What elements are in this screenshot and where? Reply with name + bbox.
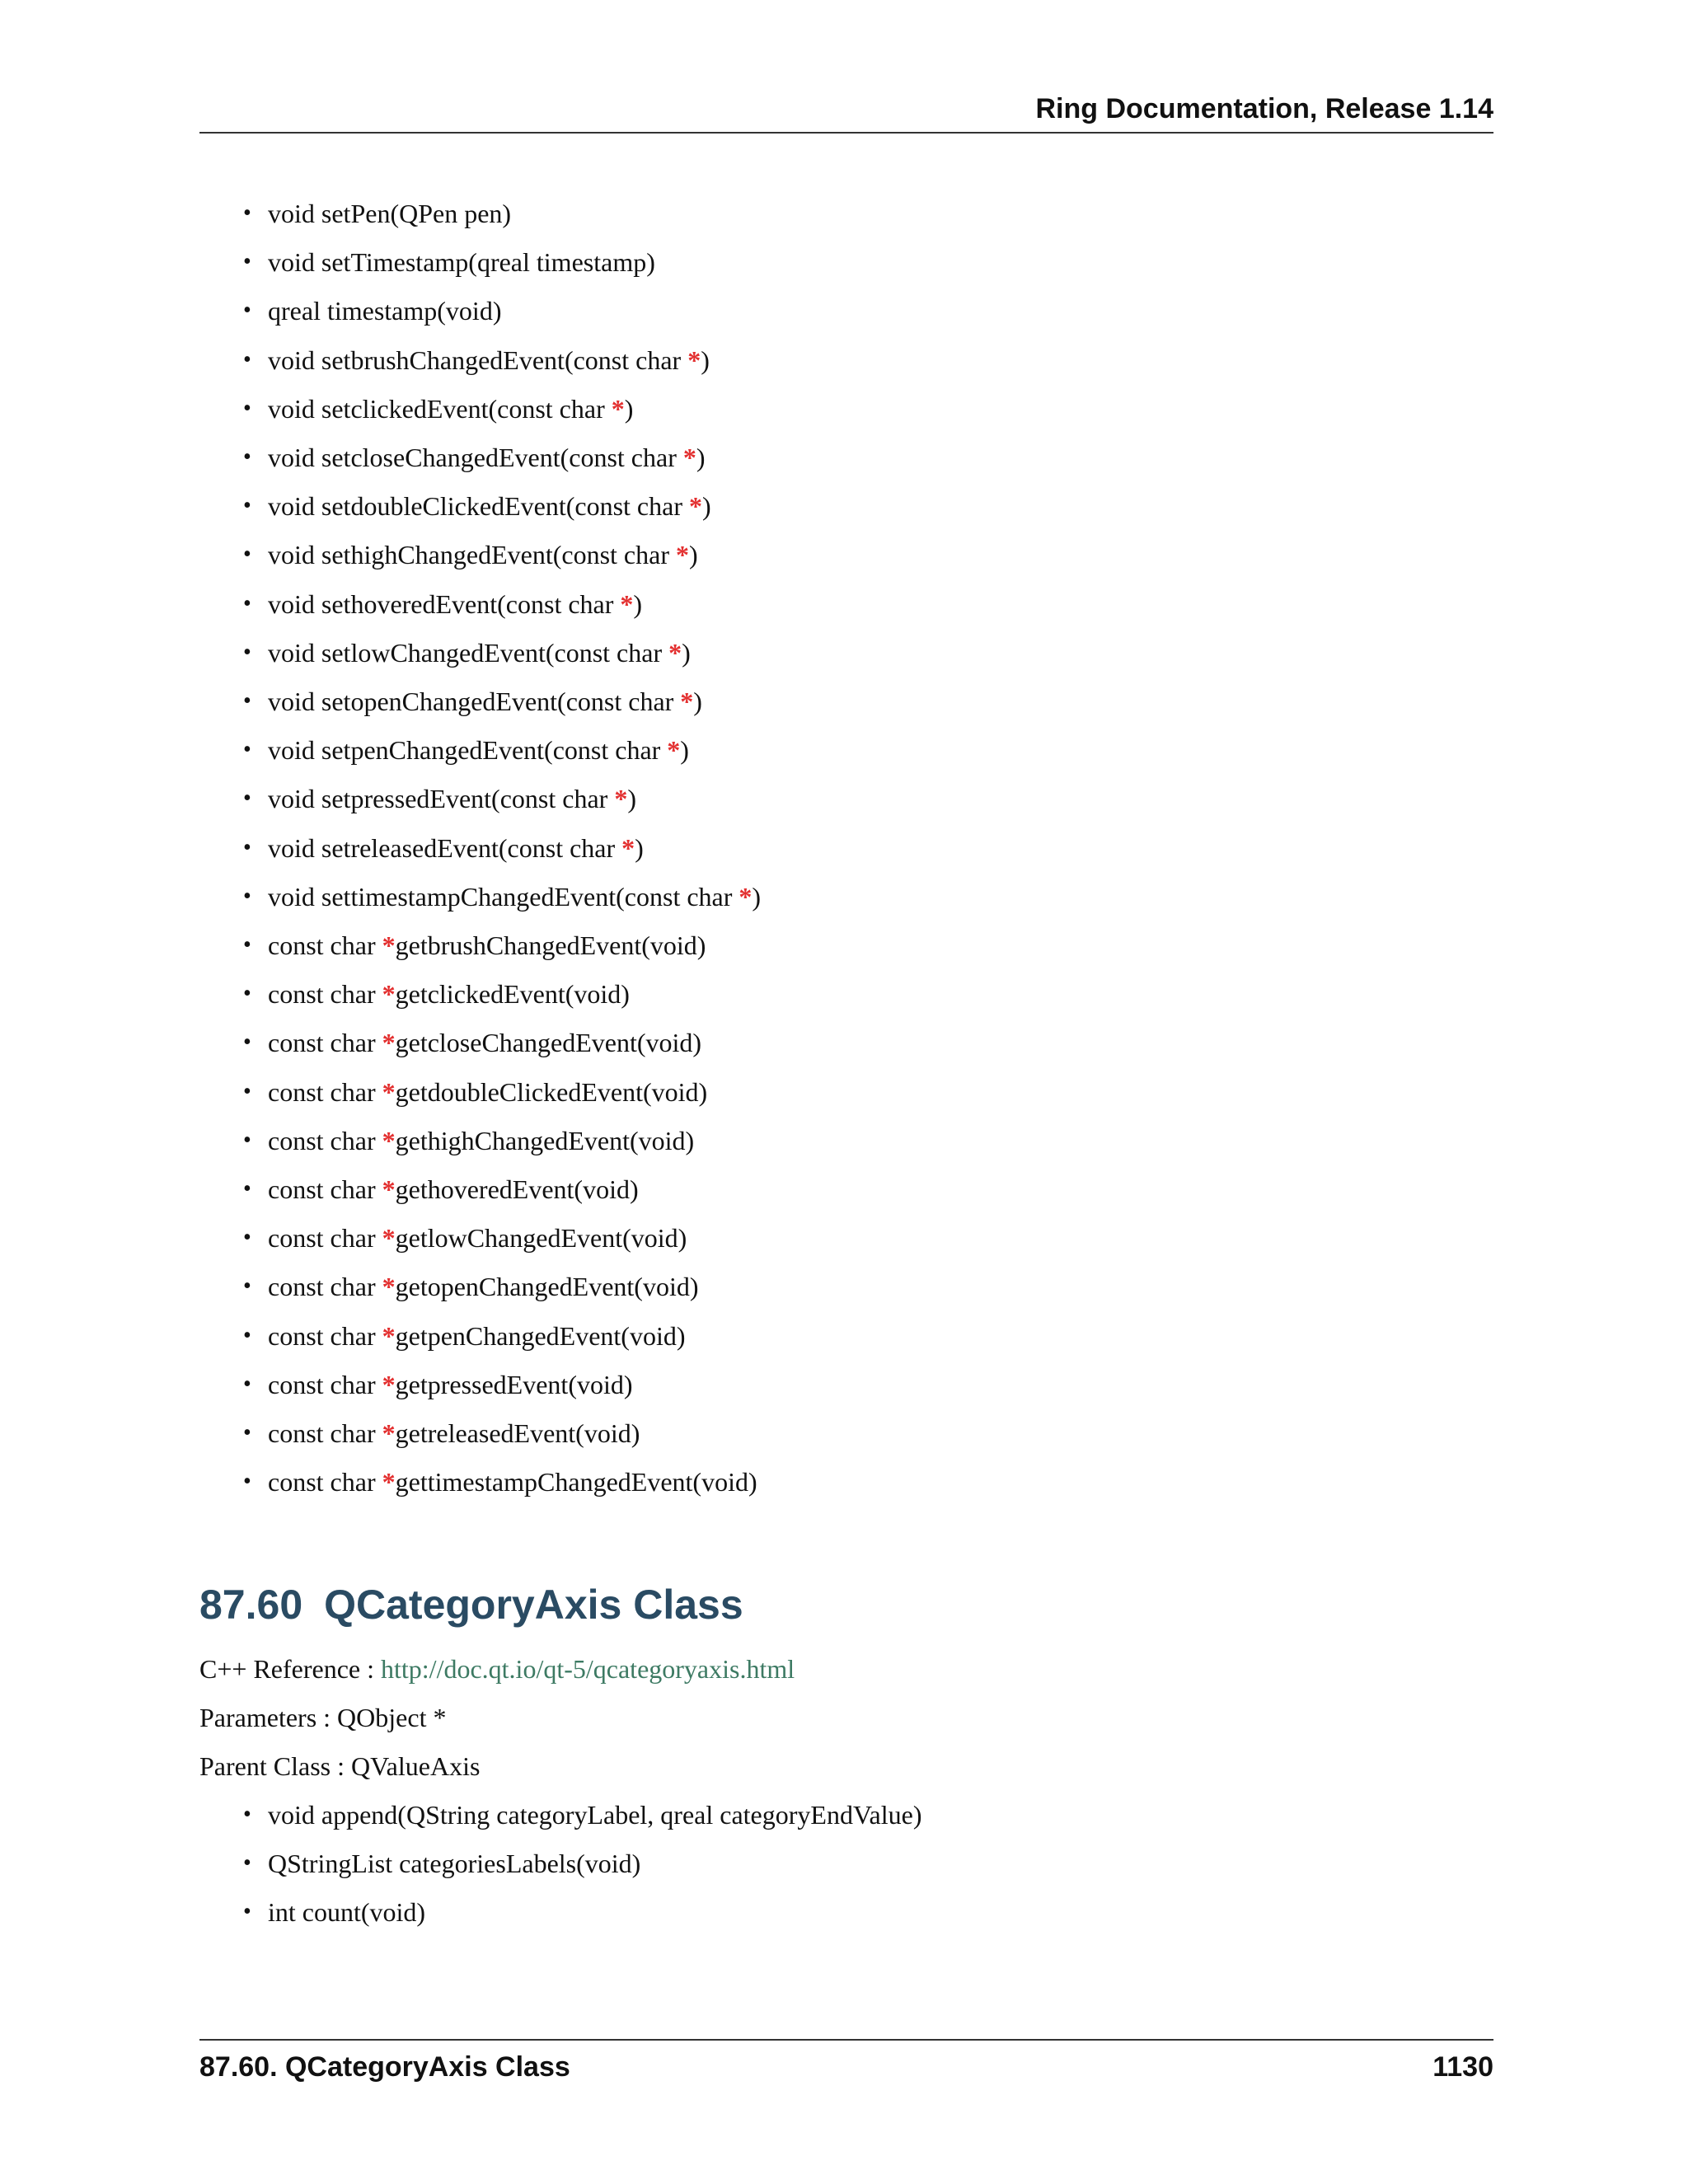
pointer-star: *: [382, 979, 396, 1010]
bullet-icon: •: [243, 541, 251, 568]
bullet-icon: •: [243, 1899, 251, 1924]
bullet-icon: •: [243, 737, 251, 763]
method-text-pre: void setdoubleClickedEvent(const char: [268, 491, 689, 522]
bullet-icon: •: [243, 1802, 251, 1827]
bullet-icon: •: [243, 639, 251, 665]
bullet-icon: •: [243, 1078, 251, 1104]
method-text-pre: QStringList categoriesLabels(void): [268, 1849, 641, 1878]
pointer-star: *: [675, 540, 689, 570]
method-text-post: getopenChangedEvent(void): [395, 1272, 699, 1302]
bullet-icon: •: [243, 249, 251, 275]
bullet-icon: •: [243, 1469, 251, 1495]
cpp-reference-label: C++ Reference :: [199, 1654, 381, 1684]
method-item: [243, 1843, 641, 1884]
method-text-pre: const char: [268, 1223, 382, 1254]
pointer-star: *: [668, 637, 682, 668]
bullet-icon: •: [243, 1322, 251, 1348]
method-text-post: getlowChangedEvent(void): [395, 1223, 687, 1254]
method-text-post: getreleasedEvent(void): [395, 1418, 640, 1448]
method-item: [243, 340, 710, 381]
cpp-reference-line: [199, 1648, 795, 1690]
method-item: [243, 1461, 757, 1502]
pointer-star: *: [382, 1467, 396, 1497]
method-text-pre: const char: [268, 979, 382, 1010]
method-text-pre: const char: [268, 930, 382, 960]
method-text-post: ): [624, 393, 634, 424]
pointer-star: *: [382, 1272, 396, 1302]
method-item: [243, 290, 502, 331]
method-item: [243, 925, 706, 966]
method-text-post: gethoveredEvent(void): [395, 1174, 639, 1204]
parameters-line: Parameters : QObject *: [199, 1703, 447, 1732]
method-item: [243, 1120, 695, 1161]
method-text-pre: const char: [268, 1369, 382, 1399]
method-item: [243, 437, 706, 478]
method-item: [243, 241, 655, 283]
method-text-post: getbrushChangedEvent(void): [395, 930, 706, 960]
method-text-post: getdoubleClickedEvent(void): [395, 1076, 708, 1107]
method-text-pre: void append(QString categoryLabel, qreal categoryEndValue): [268, 1800, 922, 1830]
method-item: [243, 681, 702, 722]
method-text-pre: const char: [268, 1076, 382, 1107]
method-item: [243, 583, 643, 625]
method-text-post: ): [680, 735, 689, 766]
method-text-post: ): [701, 491, 711, 522]
method-item: [243, 1794, 922, 1835]
method-text-post: ): [682, 637, 691, 668]
method-item: [243, 632, 691, 673]
method-item: [243, 534, 698, 575]
method-text-post: gettimestampChangedEvent(void): [395, 1467, 757, 1497]
pointer-star: *: [688, 491, 702, 522]
method-item: [243, 1071, 708, 1113]
pointer-star: *: [611, 393, 625, 424]
bullet-icon: •: [243, 1176, 251, 1202]
bullet-icon: •: [243, 932, 251, 958]
method-text-post: ): [693, 687, 702, 716]
footer-section-title: 87.60. QCategoryAxis Class: [199, 2051, 570, 2083]
method-text-post: ): [701, 344, 710, 375]
bullet-icon: •: [243, 395, 251, 421]
document-title: Ring Documentation, Release 1.14: [1035, 93, 1493, 124]
bullet-icon: •: [243, 785, 251, 812]
page-footer: [199, 2039, 1493, 2090]
pointer-star: *: [382, 1369, 396, 1399]
pointer-star: *: [738, 881, 753, 912]
method-text-pre: const char: [268, 1272, 382, 1302]
bullet-icon: •: [243, 493, 251, 519]
method-text-pre: const char: [268, 1467, 382, 1497]
method-text-post: ): [633, 588, 643, 619]
method-text-pre: void setlowChangedEvent(const char: [268, 637, 669, 668]
page-header: [199, 92, 1493, 134]
method-item: [243, 1891, 426, 1933]
pointer-star: *: [667, 735, 681, 766]
method-item: [243, 1315, 686, 1357]
method-text-pre: const char: [268, 1028, 382, 1058]
bullet-icon: •: [243, 1273, 251, 1300]
pointer-star: *: [382, 1418, 396, 1448]
method-item: [243, 778, 636, 819]
method-text-post: getcloseChangedEvent(void): [395, 1028, 702, 1058]
pointer-star: *: [382, 1320, 396, 1351]
bullet-icon: •: [243, 1420, 251, 1446]
method-item: [243, 973, 630, 1015]
method-text-pre: const char: [268, 1125, 382, 1155]
bullet-icon: •: [243, 346, 251, 373]
method-text-pre: void setreleasedEvent(const char: [268, 832, 622, 863]
method-text-pre: void setpenChangedEvent(const char: [268, 735, 668, 766]
method-item: [243, 1022, 702, 1063]
pointer-star: *: [680, 687, 694, 716]
bullet-icon: •: [243, 298, 251, 324]
bullet-icon: •: [243, 688, 251, 714]
method-item: [243, 1266, 699, 1307]
method-text-post: gethighChangedEvent(void): [395, 1125, 695, 1155]
method-text-post: getpressedEvent(void): [395, 1369, 633, 1399]
pointer-star: *: [382, 930, 396, 960]
pointer-star: *: [614, 784, 628, 814]
pointer-star: *: [382, 1125, 396, 1155]
method-item: [243, 1413, 640, 1454]
method-text-pre: const char: [268, 1320, 382, 1351]
bullet-icon: •: [243, 1850, 251, 1876]
pointer-star: *: [682, 443, 696, 472]
bullet-icon: •: [243, 1371, 251, 1397]
pointer-star: *: [382, 1223, 396, 1254]
bullet-icon: •: [243, 200, 251, 226]
pointer-star: *: [382, 1076, 396, 1107]
method-item: [243, 1217, 687, 1258]
method-text-pre: void setclickedEvent(const char: [268, 393, 612, 424]
method-text-pre: void sethighChangedEvent(const char: [268, 540, 676, 570]
method-item: [243, 193, 512, 234]
method-item: [243, 827, 644, 869]
bullet-icon: •: [243, 981, 251, 1007]
section-number: 87.60: [199, 1582, 303, 1628]
method-text-pre: const char: [268, 1174, 382, 1204]
bullet-icon: •: [243, 1029, 251, 1056]
parent-class-line: Parent Class : QValueAxis: [199, 1751, 481, 1781]
method-text-pre: void setTimestamp(qreal timestamp): [268, 247, 655, 278]
method-text-pre: void setbrushChangedEvent(const char: [268, 344, 688, 375]
method-text-pre: void setPen(QPen pen): [268, 199, 512, 228]
bullet-icon: •: [243, 834, 251, 860]
method-text-post: ): [752, 881, 762, 912]
section-title: QCategoryAxis Class: [324, 1582, 743, 1628]
method-item: [243, 1364, 633, 1405]
cpp-reference-link[interactable]: http://doc.qt.io/qt-5/qcategoryaxis.html: [381, 1654, 795, 1684]
method-text-post: ): [635, 832, 644, 863]
method-text-pre: void settimestampChangedEvent(const char: [268, 881, 739, 912]
pointer-star: *: [382, 1174, 396, 1204]
bullet-icon: •: [243, 590, 251, 616]
bullet-icon: •: [243, 1225, 251, 1251]
method-text-pre: const char: [268, 1418, 382, 1448]
method-text-pre: void sethoveredEvent(const char: [268, 588, 621, 619]
method-text-post: getpenChangedEvent(void): [395, 1320, 686, 1351]
bullet-icon: •: [243, 1127, 251, 1153]
bullet-icon: •: [243, 444, 251, 470]
pointer-star: *: [621, 832, 635, 863]
method-text-pre: qreal timestamp(void): [268, 296, 502, 326]
method-text-pre: int count(void): [268, 1897, 426, 1927]
method-text-post: ): [688, 540, 698, 570]
method-item: [243, 729, 689, 771]
method-item: [243, 876, 762, 917]
pointer-star: *: [687, 344, 701, 375]
method-item: [243, 485, 711, 527]
section-heading: [199, 1578, 743, 1631]
method-text-pre: void setcloseChangedEvent(const char: [268, 443, 683, 472]
method-text-post: ): [627, 784, 636, 814]
method-text-post: getclickedEvent(void): [395, 979, 630, 1010]
method-text-pre: void setopenChangedEvent(const char: [268, 687, 681, 716]
method-item: [243, 1169, 639, 1210]
page-number: 1130: [1432, 2051, 1493, 2083]
pointer-star: *: [620, 588, 634, 619]
method-text-pre: void setpressedEvent(const char: [268, 784, 615, 814]
pointer-star: *: [382, 1028, 396, 1058]
method-item: [243, 388, 634, 429]
bullet-icon: •: [243, 883, 251, 909]
method-text-post: ): [696, 443, 706, 472]
